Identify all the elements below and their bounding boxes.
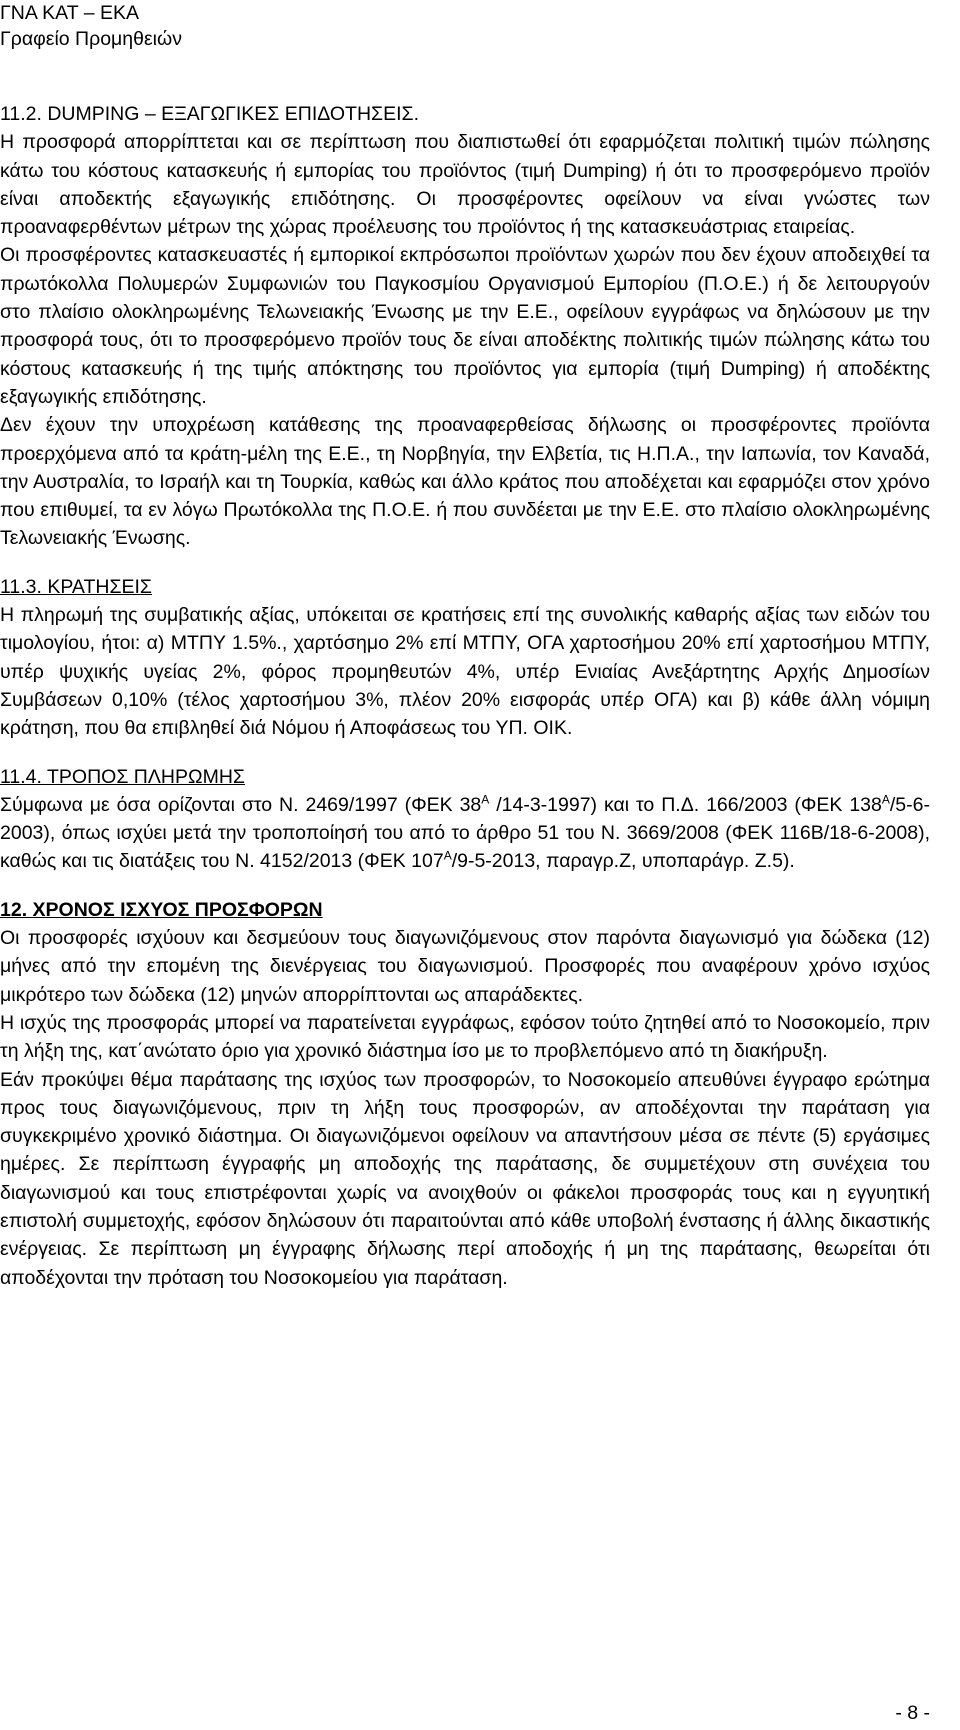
page-number: - 8 -: [895, 1702, 930, 1724]
section-11-3: [0, 573, 930, 743]
payment-text-part-4: /9-5-2013, παραγρ.Ζ, υποπαράγρ. Ζ.5).: [451, 850, 795, 873]
header-organization: ΓΝΑ ΚΑΤ – ΕΚΑ: [0, 2, 139, 24]
fek-series-superscript-3: Α: [443, 848, 452, 863]
section-11-3-heading: 11.3. ΚΡΑΤΗΣΕΙΣ: [0, 575, 152, 598]
section-11-2-paragraph-3: Δεν έχουν την υποχρέωση κατάθεσης της προαναφερθείσας δήλωσης οι προσφέροντες προϊόντα προερχόμενα από τα κράτη-μέλη της Ε.Ε., τη Νορβηγία, την Ελβετία, τις Η.Π.Α., την Ιαπωνία, τον Καναδά, την Αυστραλία, το Ισραήλ και τη Τουρκία, καθώς και άλλο κράτος που αποδέχεται και εφαρμόζει στον χρόνο που επιθυμεί, τα εν λόγω Πρωτόκολλα της Π.Ο.Ε. ή που συνδέεται με την Ε.Ε. στο πλαίσιο ολοκληρωμένης Τελωνειακής Ένωσης.: [0, 414, 930, 550]
payment-text-part-1: Σύμφωνα με όσα ορίζονται στο Ν. 2469/1997 (ΦΕΚ 38: [0, 793, 482, 816]
section-11-2: [0, 100, 930, 553]
header-department: Γραφείο Προμηθειών: [0, 28, 182, 50]
section-12-heading: 12. ΧΡΟΝΟΣ ΙΣΧΥΟΣ ΠΡΟΣΦΟΡΩΝ: [0, 898, 323, 921]
section-11-2-paragraph-2: Οι προσφέροντες κατασκευαστές ή εμπορικοί εκπρόσωποι προϊόντων χωρών που δεν έχουν αποδειχθεί τα πρωτόκολλα Πολυμερών Συμφωνιών του Παγκοσμίου Οργανισμού Εμπορίου (Π.Ο.Ε.) ή δε λειτουργούν στο πλαίσιο ολοκληρωμένης Τελωνειακής Ένωσης με την Ε.Ε., οφείλουν εγγράφως να δηλώσουν με την προσφορά τους, ότι το προσφερόμενο προϊόν τους δε είναι αποδέκτης πολιτικής τιμών πώλησης κάτω του κόστους κατασκευής ή της τιμής απόκτησης του προϊόντος για εμπορία (τιμή Dumping) ή αποδέκτης εξαγωγικής επιδότησης.: [0, 244, 930, 408]
payment-text-part-3: /5-6-2003), όπως ισχύει μετά την τροποποίησή του από το άρθρο 51 του Ν. 3669/2008 (ΦΕΚ 116Β/18-6-2008), καθώς και τις διατάξεις του Ν. 4152/2013 (ΦΕΚ 107: [0, 793, 930, 873]
section-12: [0, 896, 930, 1292]
section-11-2-paragraph-1: Η προσφορά απορρίπτεται και σε περίπτωση που διαπιστωθεί ότι εφαρμόζεται πολιτική τιμών πώλησης κάτω του κόστους κατασκευής ή εμπορίας του προϊόντος (τιμή Dumping) ή ότι το προσφερόμενο προϊόν είναι αποδεκτής εξαγωγικής επιδότησης. Οι προσφέροντες οφείλουν να είναι γνώστες των προαναφερθέντων μέτρων της χώρας προέλευσης του προϊόντος ή της κατασκευάστριας εταιρείας.: [0, 131, 930, 239]
section-12-paragraph-3: Εάν προκύψει θέμα παράτασης της ισχύος των προσφορών, το Νοσοκομείο απευθύνει έγγραφο ερώτημα προς τους διαγωνιζόμενους, πριν τη λήξη τους προσφορών, αν αποδέχονται την παράταση για συγκεκριμένο χρονικό διάστημα. Οι διαγωνιζόμενοι οφείλουν να απαντήσουν μέσα σε πέντε (5) εργάσιμες ημέρες. Σε περίπτωση έγγραφής μη αποδοχής της παράτασης, δε συμμετέχουν στη συνέχεια του διαγωνισμού και τους επιστρέφονται χωρίς να ανοιχθούν οι φάκελοι προσφοράς τους και η εγγυητική επιστολή συμμετοχής, εφόσον δηλώσουν ότι παραιτούνται από κάθε υποβολή ένστασης ή άλλης δικαστικής ενέργειας. Σε περίπτωση μη έγγραφης δήλωσης περί αποδοχής ή μη της παράτασης, θεωρείται ότι αποδέχονται την πρόταση του Νοσοκομείου για παράταση.: [0, 1068, 930, 1289]
section-11-3-paragraph-1: Η πληρωμή της συμβατικής αξίας, υπόκειται σε κρατήσεις επί της συνολικής καθαρής αξίας των ειδών του τιμολογίου, ήτοι: α) ΜΤΠΥ 1.5%., χαρτόσημο 2% επί ΜΤΠΥ, ΟΓΑ χαρτοσήμου 20% επί χαρτοσήμου ΜΤΠΥ, υπέρ ψυχικής υγείας 2%, φόρος προμηθευτών 4%, υπέρ Ενιαίας Ανεξάρτητης Αρχής Δημοσίων Συμβάσεων 0,10% (τέλος χαρτοσήμου 3%, πλέον 20% εισφοράς υπέρ ΟΓΑ) και β) κάθε άλλη νόμιμη κράτηση, που θα επιβληθεί διά Νόμου ή Αποφάσεως του ΥΠ. ΟΙΚ.: [0, 604, 930, 740]
payment-text-part-2: /14-3-1997) και το Π.Δ. 166/2003 (ΦΕΚ 138: [489, 793, 882, 816]
document-header: [0, 0, 182, 52]
section-11-4-paragraph-1: [0, 791, 930, 876]
fek-series-superscript-2: Α: [881, 792, 890, 807]
section-12-paragraph-2: Η ισχύς της προσφοράς μπορεί να παρατείνεται εγγράφως, εφόσον τούτο ζητηθεί από το Νοσοκομείο, πριν τη λήξη της, κατ΄ανώτατο όριο για χρονικό διάστημα ίσο με το προβλεπόμενο από τη διακήρυξη.: [0, 1011, 930, 1063]
section-11-4-heading: 11.4. ΤΡΟΠΟΣ ΠΛΗΡΩΜΗΣ: [0, 765, 245, 788]
document-body: [0, 100, 930, 1292]
fek-series-superscript-1: Α: [481, 792, 490, 807]
section-11-2-heading: 11.2. DUMPING – ΕΞΑΓΩΓΙΚΕΣ ΕΠΙΔΟΤΗΣΕΙΣ.: [0, 103, 419, 125]
section-12-paragraph-1: Οι προσφορές ισχύουν και δεσμεύουν τους διαγωνιζόμενους στον παρόντα διαγωνισμό για δώδεκα (12) μήνες από την επομένη της διενέργειας του διαγωνισμού. Προσφορές που αναφέρουν χρόνο ισχύος μικρότερο των δώδεκα (12) μηνών απορρίπτονται ως απαράδεκτες.: [0, 927, 930, 1006]
section-11-4: [0, 763, 930, 876]
